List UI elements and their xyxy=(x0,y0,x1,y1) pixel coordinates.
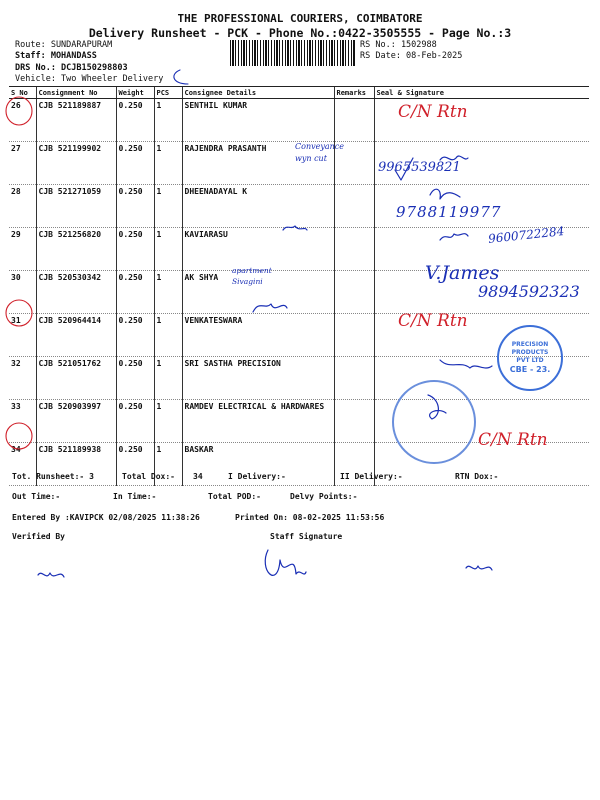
cell-pcs: 1 xyxy=(154,185,182,228)
cell-consignment: CJB 521271059 xyxy=(36,185,116,228)
vehicle-label: Vehicle: Two Wheeler Delivery xyxy=(15,74,164,84)
cell-consignee: RAMDEV ELECTRICAL & HARDWARES xyxy=(182,400,334,443)
cell-consignment: CJB 521051762 xyxy=(36,357,116,400)
cell-pcs: 1 xyxy=(154,99,182,142)
printed-on: Printed On: 08-02-2025 11:53:56 xyxy=(235,513,385,522)
cell-weight: 0.250 xyxy=(116,357,154,400)
col-consignment: Consignment No xyxy=(36,87,116,99)
cell-pcs: 1 xyxy=(154,443,182,486)
cell-pcs: 1 xyxy=(154,357,182,400)
handwritten-phone-29: 9600722284 xyxy=(487,224,565,246)
i-delivery: I Delivery:- xyxy=(228,472,286,481)
stamp-city-text: CBE - 23. xyxy=(509,365,551,374)
cell-consignment: CJB 520530342 xyxy=(36,271,116,314)
cell-consignee: RAJENDRA PRASANTH xyxy=(182,142,334,185)
cell-consignee: KAVIARASU xyxy=(182,228,334,271)
company-stamp xyxy=(497,325,563,391)
cell-consignee: BASKAR xyxy=(182,443,334,486)
handwritten-cn-rtn-26: C/N Rtn xyxy=(398,102,468,122)
col-weight: Weight xyxy=(116,87,154,99)
cell-sno: 32 xyxy=(9,357,36,400)
verified-by: Verified By xyxy=(12,532,65,541)
drs-label: DRS No.: DCJB150298803 xyxy=(15,63,128,73)
cell-consignment: CJB 521189938 xyxy=(36,443,116,486)
staff-label: Staff: MOHANDASS xyxy=(15,51,97,61)
cell-consignment: CJB 520903997 xyxy=(36,400,116,443)
route-label: Route: SUNDARAPURAM xyxy=(15,40,113,50)
handwritten-cn-rtn-34: C/N Rtn xyxy=(478,430,548,450)
cell-pcs: 1 xyxy=(154,142,182,185)
cell-consignee: AK SHYA xyxy=(182,271,334,314)
cell-weight: 0.250 xyxy=(116,314,154,357)
cell-weight: 0.250 xyxy=(116,228,154,271)
col-pcs: PCS xyxy=(154,87,182,99)
total-dox-label: Total Dox:- xyxy=(122,472,175,481)
col-sno: S No xyxy=(9,87,36,99)
rs-number: RS No.: 1502988 xyxy=(360,40,437,50)
cell-sno: 29 xyxy=(9,228,36,271)
cell-pcs: 1 xyxy=(154,314,182,357)
cell-consignment: CJB 521256820 xyxy=(36,228,116,271)
cell-sno: 30 xyxy=(9,271,36,314)
cell-consignee: DHEENADAYAL K xyxy=(182,185,334,228)
handwritten-note-30: apartment Sivagini xyxy=(232,266,272,286)
cell-consignee: SRI SASTHA PRECISION xyxy=(182,357,334,400)
col-seal-signature: Seal & Signature xyxy=(374,87,589,99)
tot-runsheet: Tot. Runsheet:- 3 xyxy=(12,472,94,481)
handwritten-cn-rtn-31: C/N Rtn xyxy=(398,311,468,331)
cell-sno: 34 xyxy=(9,443,36,486)
handwritten-phone-27: 9965539821 xyxy=(378,160,461,175)
handwritten-note-27: Conveyance wyn cut xyxy=(295,142,344,163)
cell-pcs: 1 xyxy=(154,228,182,271)
cell-sno: 28 xyxy=(9,185,36,228)
col-remarks: Remarks xyxy=(334,87,374,99)
col-consignee: Consignee Details xyxy=(182,87,334,99)
cell-sno: 27 xyxy=(9,142,36,185)
handwritten-phone-28: 9788119977 xyxy=(396,203,502,221)
entered-by: Entered By :KAVIPCK 02/08/2025 11:38:26 xyxy=(12,513,200,522)
cell-pcs: 1 xyxy=(154,400,182,443)
handwritten-name-30: V.James xyxy=(425,262,500,284)
cell-pcs: 1 xyxy=(154,271,182,314)
out-time: Out Time:- xyxy=(12,492,61,501)
ii-delivery: II Delivery:- xyxy=(340,472,403,481)
second-stamp xyxy=(392,380,476,464)
cell-weight: 0.250 xyxy=(116,443,154,486)
cell-consignee: SENTHIL KUMAR xyxy=(182,99,334,142)
rtn-dox: RTN Dox:- xyxy=(455,472,499,481)
cell-weight: 0.250 xyxy=(116,271,154,314)
cell-consignment: CJB 520964414 xyxy=(36,314,116,357)
company-title: THE PROFESSIONAL COURIERS, COIMBATORE xyxy=(177,12,423,25)
rs-date: RS Date: 08-Feb-2025 xyxy=(360,51,463,61)
stamp-company-text: PRECISION PRODUCTS PVT LTD xyxy=(511,341,549,364)
runsheet-subtitle: Delivery Runsheet - PCK - Phone No.:0422-3505555 - Page No.:3 xyxy=(88,26,512,40)
cell-consignment: CJB 521189887 xyxy=(36,99,116,142)
cell-weight: 0.250 xyxy=(116,400,154,443)
cell-sno: 31 xyxy=(9,314,36,357)
delvy-points: Delvy Points:- xyxy=(290,492,358,501)
staff-signature: Staff Signature xyxy=(270,532,343,541)
cell-weight: 0.250 xyxy=(116,185,154,228)
cell-sno: 26 xyxy=(9,99,36,142)
handwritten-phone-30: 9894592323 xyxy=(478,282,580,301)
in-time: In Time:- xyxy=(113,492,157,501)
cell-consignment: CJB 521199902 xyxy=(36,142,116,185)
cell-sno: 33 xyxy=(9,400,36,443)
total-pod: Total POD:- xyxy=(208,492,261,501)
cell-weight: 0.250 xyxy=(116,99,154,142)
cell-consignee: VENKATESWARA xyxy=(182,314,334,357)
total-dox-value: 34 xyxy=(193,472,203,481)
cell-weight: 0.250 xyxy=(116,142,154,185)
